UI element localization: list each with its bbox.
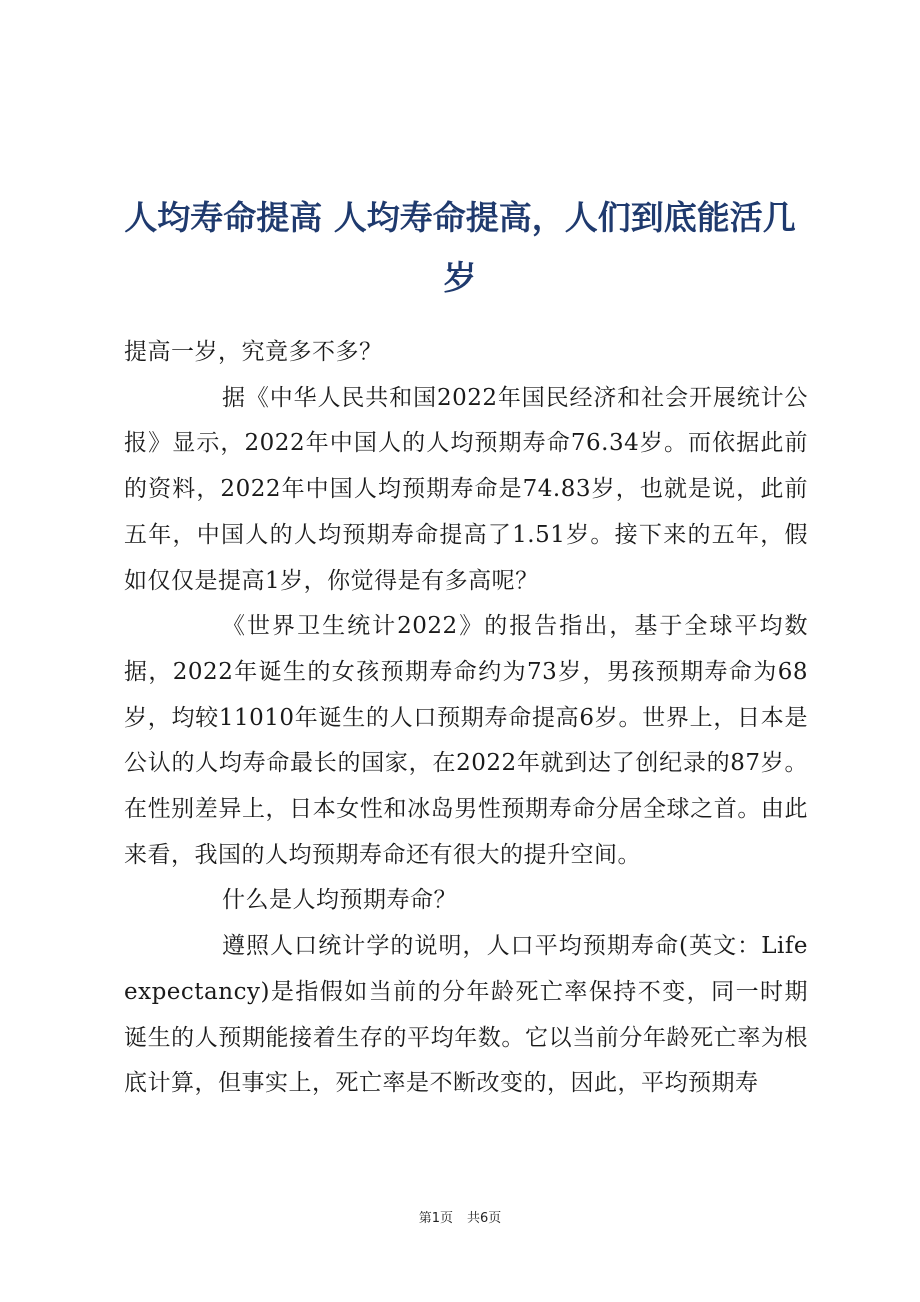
document-body [124, 330, 808, 1107]
page-number: 第1页 [418, 1211, 453, 1226]
paragraph-subheading-2: 什么是人均预期寿命？ [222, 887, 457, 914]
page-footer [0, 1207, 920, 1226]
paragraph: 遵照人口统计学的说明，人口平均预期寿命(英文：Life expectancy)是指假如当前的分年龄死亡率保持不变，同一时期诞生的人预期能接着生存的平均年数。它以当前分年龄死亡率为根底计算，但事实上，死亡率是不断改变的，因此，平均预期寿 [124, 933, 808, 1097]
paragraph-subheading-1: 提高一岁，究竟多不多？ [124, 339, 383, 365]
page-total: 共6页 [467, 1211, 502, 1226]
paragraph: 《世界卫生统计2022》的报告指出，基于全球平均数据，2022年诞生的女孩预期寿命约为73岁，男孩预期寿命为68岁，均较11010年诞生的人口预期寿命提高6岁。世界上，日本是公认的人均寿命最长的国家，在2022年就到达了创纪录的87岁。在性别差异上，日本女性和冰岛男性预期寿命分居全球之首。由此来看，我国的人均预期寿命还有很大的提升空间。 [124, 613, 808, 868]
paragraph: 据《中华人民共和国2022年国民经济和社会开展统计公报》显示，2022年中国人的人均预期寿命76.34岁。而依据此前的资料，2022年中国人均预期寿命是74.83岁，也就是说，此前五年，中国人的人均预期寿命提高了1.51岁。接下来的五年，假如仅仅是提高1岁，你觉得是有多高呢？ [124, 384, 808, 594]
document-title: 人均寿命提高 人均寿命提高，人们到底能活几岁 [124, 198, 796, 297]
